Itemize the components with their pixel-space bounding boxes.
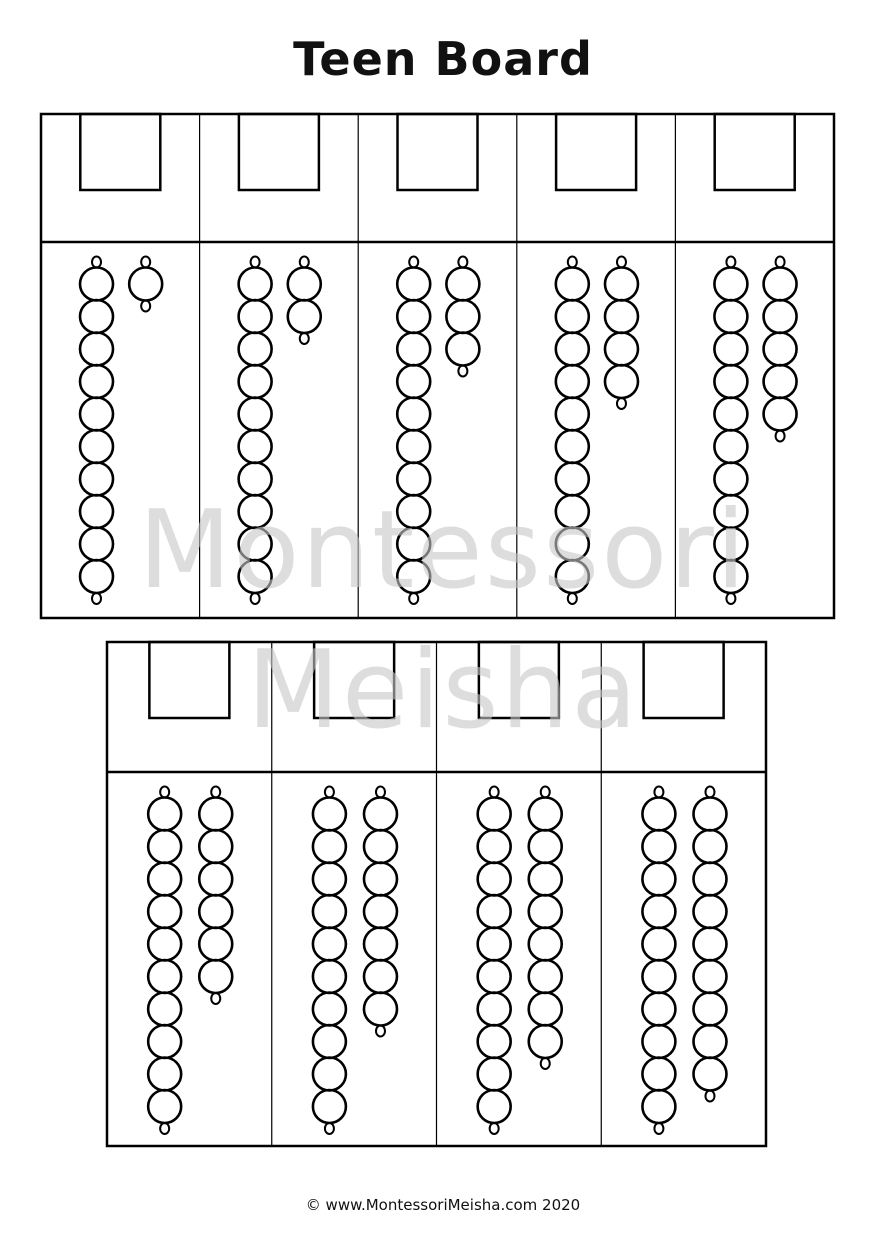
ten-bar-bead	[397, 365, 430, 398]
ten-bar-bead	[148, 1025, 181, 1058]
ten-bar-bead	[239, 333, 272, 366]
unit-bar-bead	[693, 928, 726, 961]
unit-bar-bead	[693, 960, 726, 993]
ten-bar-bead	[478, 863, 511, 896]
ten-bar-bead	[478, 993, 511, 1026]
ten-bar-bead	[714, 398, 747, 431]
ten-bar-bead	[80, 365, 113, 398]
unit-bar-bead	[199, 863, 232, 896]
unit-bar-bead	[764, 333, 797, 366]
unit-bar-bottom-wire	[458, 366, 467, 377]
ten-bar-bead	[714, 365, 747, 398]
ten-bar-bead	[556, 560, 589, 593]
ten-bar-bead	[642, 863, 675, 896]
ten-bar-bead	[714, 300, 747, 333]
ten-bar-bead	[397, 560, 430, 593]
unit-bar-bottom-wire	[705, 1091, 714, 1102]
unit-bar-top-wire	[300, 257, 309, 268]
ten-bar-bead	[148, 1090, 181, 1123]
ten-bar-bottom-wire	[160, 1123, 169, 1134]
ten-bar-bead	[642, 798, 675, 831]
unit-bar-top-wire	[376, 787, 385, 798]
ten-bar-bead	[148, 1058, 181, 1091]
number-slot-box	[149, 642, 229, 718]
unit-bar-bead	[364, 895, 397, 928]
ten-bar-bead	[148, 960, 181, 993]
ten-bar-bead	[80, 430, 113, 463]
ten-bar-bead	[239, 398, 272, 431]
ten-bar-bead	[556, 398, 589, 431]
ten-bar-top-wire	[409, 257, 418, 268]
unit-bar-bottom-wire	[141, 301, 150, 312]
ten-bar-top-wire	[251, 257, 260, 268]
unit-bar-bead	[364, 960, 397, 993]
ten-bar-bead	[313, 993, 346, 1026]
unit-bar-bead	[693, 993, 726, 1026]
ten-bar-top-wire	[568, 257, 577, 268]
ten-bar-top-wire	[490, 787, 499, 798]
ten-bar-bead	[556, 495, 589, 528]
ten-bar-bead	[397, 398, 430, 431]
ten-bar-bead	[642, 895, 675, 928]
unit-bar-bottom-wire	[541, 1058, 550, 1069]
unit-bar-bead	[129, 268, 162, 301]
ten-bar-bead	[313, 1025, 346, 1058]
ten-bar-bead	[313, 798, 346, 831]
unit-bar-bead	[764, 300, 797, 333]
ten-bar-bead	[556, 333, 589, 366]
ten-bar-bead	[397, 495, 430, 528]
ten-bar-bead	[313, 863, 346, 896]
ten-bar-bead	[148, 928, 181, 961]
ten-bar-bead	[239, 430, 272, 463]
ten-bar-bead	[397, 300, 430, 333]
ten-bar-bead	[239, 528, 272, 561]
ten-bar-bead	[556, 528, 589, 561]
ten-bar-bead	[642, 1090, 675, 1123]
ten-bar-bead	[397, 463, 430, 496]
unit-bar-bead	[529, 1025, 562, 1058]
number-slot-box	[314, 642, 394, 718]
unit-bar-bead	[529, 928, 562, 961]
ten-bar-bead	[714, 430, 747, 463]
ten-bar-bottom-wire	[726, 593, 735, 604]
number-slot-box	[644, 642, 724, 718]
ten-bar-bead	[642, 1058, 675, 1091]
unit-bar-bead	[605, 365, 638, 398]
unit-bar-bottom-wire	[211, 993, 220, 1004]
ten-bar-bead	[478, 1058, 511, 1091]
ten-bar-bead	[80, 268, 113, 301]
ten-bar-bead	[80, 495, 113, 528]
unit-bar-bead	[446, 300, 479, 333]
ten-bar-bottom-wire	[409, 593, 418, 604]
unit-bar-bead	[446, 333, 479, 366]
number-slot-box	[556, 114, 636, 190]
ten-bar-bead	[313, 830, 346, 863]
ten-bar-bottom-wire	[325, 1123, 334, 1134]
footer-text: www.MontessoriMeisha.com 2020	[325, 1196, 581, 1214]
ten-bar-bead	[478, 798, 511, 831]
ten-bar-bead	[478, 928, 511, 961]
ten-bar-bottom-wire	[92, 593, 101, 604]
unit-bar-bead	[529, 863, 562, 896]
unit-bar-bead	[288, 300, 321, 333]
ten-bar-bead	[313, 1058, 346, 1091]
ten-bar-bead	[80, 333, 113, 366]
unit-bar-top-wire	[776, 257, 785, 268]
ten-bar-bead	[714, 268, 747, 301]
ten-bar-bead	[642, 830, 675, 863]
unit-bar-bottom-wire	[617, 398, 626, 409]
unit-bar-bead	[199, 830, 232, 863]
unit-bar-bead	[446, 268, 479, 301]
unit-bar-bead	[605, 300, 638, 333]
ten-bar-bead	[397, 430, 430, 463]
unit-bar-bead	[605, 333, 638, 366]
unit-bar-top-wire	[705, 787, 714, 798]
unit-bar-top-wire	[458, 257, 467, 268]
unit-bar-bead	[199, 798, 232, 831]
ten-bar-bead	[642, 993, 675, 1026]
unit-bar-bead	[529, 993, 562, 1026]
unit-bar-top-wire	[211, 787, 220, 798]
ten-bar-bottom-wire	[654, 1123, 663, 1134]
unit-bar-bead	[529, 830, 562, 863]
ten-bar-bead	[642, 928, 675, 961]
unit-bar-bead	[693, 863, 726, 896]
unit-bar-bottom-wire	[776, 431, 785, 442]
unit-bar-bead	[693, 1025, 726, 1058]
ten-bar-bead	[556, 463, 589, 496]
ten-bar-bead	[148, 863, 181, 896]
ten-bar-bead	[556, 430, 589, 463]
ten-bar-bead	[478, 830, 511, 863]
watermark-line-1: Montessori	[138, 488, 748, 613]
ten-bar-bead	[313, 928, 346, 961]
unit-bar-bead	[199, 960, 232, 993]
number-slot-box	[715, 114, 795, 190]
number-slot-box	[398, 114, 478, 190]
ten-bar-bead	[714, 560, 747, 593]
ten-bar-bead	[239, 560, 272, 593]
ten-bar-bead	[148, 895, 181, 928]
unit-bar-bead	[764, 398, 797, 431]
unit-bar-bead	[364, 863, 397, 896]
ten-bar-bead	[714, 495, 747, 528]
copyright-symbol: ©	[305, 1196, 321, 1214]
ten-bar-bead	[239, 463, 272, 496]
ten-bar-bead	[313, 1090, 346, 1123]
ten-bar-bead	[80, 463, 113, 496]
unit-bar-bead	[529, 798, 562, 831]
ten-bar-bead	[313, 895, 346, 928]
unit-bar-bead	[364, 993, 397, 1026]
ten-bar-bead	[642, 1025, 675, 1058]
ten-bar-bead	[556, 268, 589, 301]
unit-bar-bead	[693, 830, 726, 863]
unit-bar-bottom-wire	[376, 1026, 385, 1037]
unit-bar-bead	[364, 928, 397, 961]
ten-bar-top-wire	[726, 257, 735, 268]
unit-bar-bottom-wire	[300, 333, 309, 344]
unit-bar-bead	[693, 895, 726, 928]
ten-bar-bead	[397, 333, 430, 366]
ten-bar-bead	[478, 1025, 511, 1058]
unit-bar-bead	[605, 268, 638, 301]
ten-bar-bead	[80, 300, 113, 333]
unit-bar-bead	[364, 798, 397, 831]
unit-bar-bead	[693, 1058, 726, 1091]
unit-bar-bead	[764, 365, 797, 398]
number-slot-box	[479, 642, 559, 718]
ten-bar-bead	[642, 960, 675, 993]
ten-bar-bead	[714, 463, 747, 496]
ten-bar-bead	[556, 365, 589, 398]
number-slot-box	[239, 114, 319, 190]
ten-bar-bead	[478, 1090, 511, 1123]
ten-bar-bead	[80, 528, 113, 561]
unit-bar-bead	[364, 830, 397, 863]
unit-bar-top-wire	[541, 787, 550, 798]
ten-bar-bead	[148, 798, 181, 831]
ten-bar-bottom-wire	[490, 1123, 499, 1134]
ten-bar-bead	[80, 398, 113, 431]
unit-bar-bead	[693, 798, 726, 831]
ten-bar-top-wire	[654, 787, 663, 798]
unit-bar-bead	[764, 268, 797, 301]
ten-bar-bead	[478, 960, 511, 993]
ten-bar-top-wire	[92, 257, 101, 268]
unit-bar-bead	[529, 895, 562, 928]
unit-bar-top-wire	[617, 257, 626, 268]
ten-bar-bead	[148, 830, 181, 863]
unit-bar-bead	[199, 895, 232, 928]
unit-bar-bead	[288, 268, 321, 301]
ten-bar-bead	[313, 960, 346, 993]
page-title: Teen Board	[293, 32, 593, 86]
ten-bar-bead	[239, 365, 272, 398]
ten-bar-bead	[239, 495, 272, 528]
watermark-line-2: Meisha	[246, 628, 640, 753]
unit-bar-bead	[529, 960, 562, 993]
ten-bar-bead	[556, 300, 589, 333]
ten-bar-bead	[478, 895, 511, 928]
ten-bar-bottom-wire	[251, 593, 260, 604]
ten-bar-bottom-wire	[568, 593, 577, 604]
ten-bar-bead	[239, 300, 272, 333]
ten-bar-bead	[714, 333, 747, 366]
ten-bar-bead	[239, 268, 272, 301]
ten-bar-bead	[80, 560, 113, 593]
ten-bar-top-wire	[160, 787, 169, 798]
ten-bar-bead	[148, 993, 181, 1026]
ten-bar-bead	[397, 268, 430, 301]
ten-bar-top-wire	[325, 787, 334, 798]
copyright-footer	[0, 1196, 886, 1214]
ten-bar-bead	[397, 528, 430, 561]
number-slot-box	[80, 114, 160, 190]
unit-bar-bead	[199, 928, 232, 961]
ten-bar-bead	[714, 528, 747, 561]
unit-bar-top-wire	[141, 257, 150, 268]
